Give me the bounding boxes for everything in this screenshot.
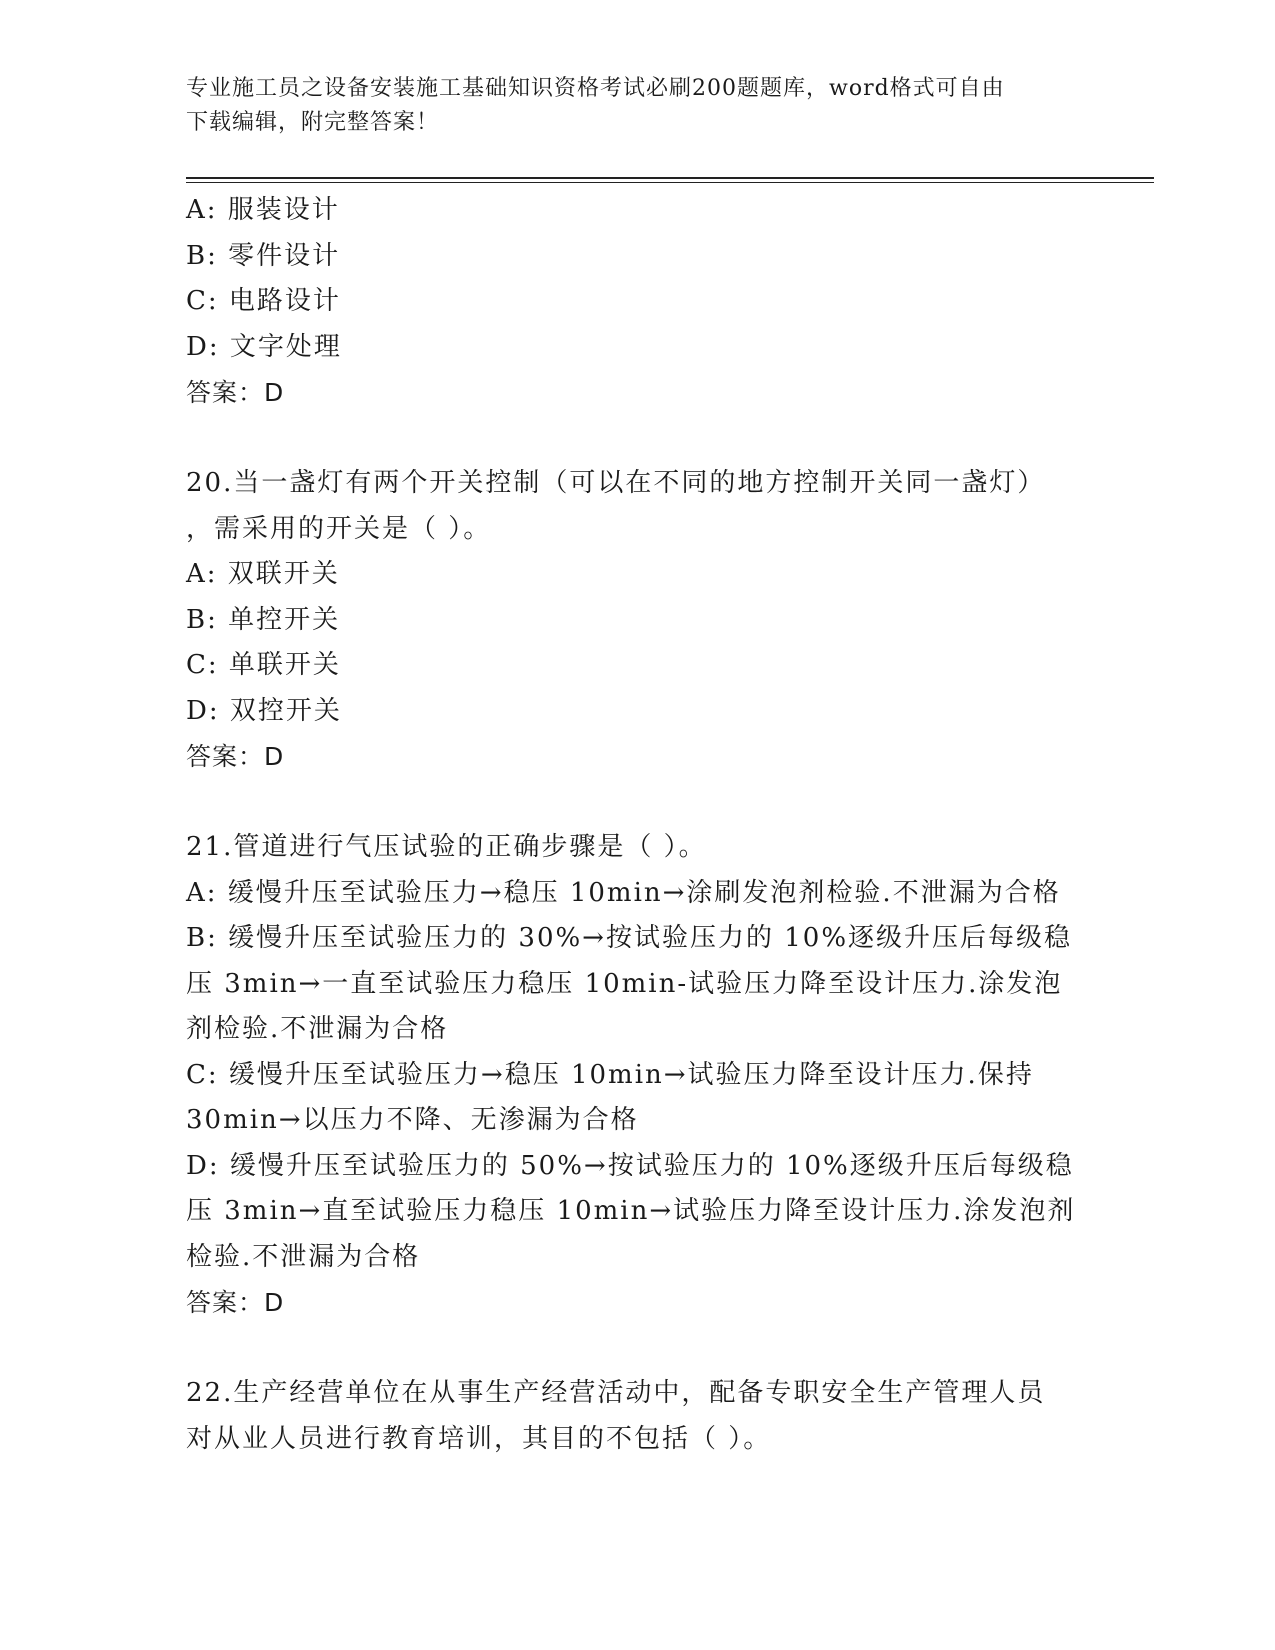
header-divider-bottom bbox=[186, 182, 1154, 183]
q19-option-d: D: 文字处理 bbox=[186, 331, 342, 362]
q19-option-c: C: 电路设计 bbox=[186, 286, 341, 316]
q19-option-b: B: 零件设计 bbox=[186, 240, 341, 271]
question-20-block bbox=[186, 461, 1086, 780]
q19-answer: 答案：D bbox=[186, 378, 285, 407]
q21-line-6: 30min→以压力不降、无渗漏为合格 bbox=[186, 1105, 639, 1135]
q19-option-a: A: 服装设计 bbox=[186, 195, 340, 225]
q20-answer: 答案：D bbox=[186, 742, 285, 771]
q20-stem-line-1: 20.当一盏灯有两个开关控制（可以在不同的地方控制开关同一盏灯） bbox=[186, 468, 1046, 498]
q21-stem: 21.管道进行气压试验的正确步骤是（ ）。 bbox=[186, 832, 707, 862]
q21-line-3: 压 3min→一直至试验压力稳压 10min-试验压力降至设计压力.涂发泡 bbox=[186, 968, 1063, 999]
q20-option-c: C: 单联开关 bbox=[186, 650, 341, 680]
header-line-2: 下载编辑，附完整答案！ bbox=[186, 110, 440, 135]
question-19-block bbox=[186, 188, 1086, 416]
q21-line-4: 剂检验.不泄漏为合格 bbox=[186, 1014, 449, 1044]
document-header bbox=[186, 72, 1066, 140]
question-content bbox=[186, 188, 1086, 1462]
q21-answer: 答案：D bbox=[186, 1288, 285, 1317]
q20-option-b: B: 单控开关 bbox=[186, 604, 341, 635]
question-22-block bbox=[186, 1371, 1086, 1462]
spacer bbox=[186, 780, 1086, 826]
q20-stem-line-2: ，需采用的开关是（ ）。 bbox=[186, 513, 492, 544]
spacer bbox=[186, 416, 1086, 462]
q21-line-7: D: 缓慢升压至试验压力的 50%→按试验压力的 10%逐级升压后每级稳 bbox=[186, 1150, 1074, 1181]
q22-stem-line-1: 22.生产经营单位在从事生产经营活动中，配备专职安全生产管理人员 bbox=[186, 1378, 1046, 1408]
q20-option-a: A: 双联开关 bbox=[186, 559, 340, 589]
q22-stem-line-2: 对从业人员进行教育培训，其目的不包括（ ）。 bbox=[186, 1423, 772, 1454]
q21-line-2: B: 缓慢升压至试验压力的 30%→按试验压力的 10%逐级升压后每级稳 bbox=[186, 923, 1073, 953]
header-line-1: 专业施工员之设备安装施工基础知识资格考试必刷200题题库，word格式可自由 bbox=[186, 76, 1005, 101]
header-divider-top bbox=[186, 177, 1154, 179]
q20-option-d: D: 双控开关 bbox=[186, 695, 342, 726]
q21-line-8: 压 3min→直至试验压力稳压 10min→试验压力降至设计压力.涂发泡剂 bbox=[186, 1196, 1076, 1226]
q21-line-1: A: 缓慢升压至试验压力→稳压 10min→涂刷发泡剂检验.不泄漏为合格 bbox=[186, 877, 1061, 908]
q21-line-9: 检验.不泄漏为合格 bbox=[186, 1241, 421, 1272]
spacer bbox=[186, 1326, 1086, 1372]
question-21-block bbox=[186, 825, 1086, 1326]
q21-line-5: C: 缓慢升压至试验压力→稳压 10min→试验压力降至设计压力.保持 bbox=[186, 1059, 1034, 1090]
